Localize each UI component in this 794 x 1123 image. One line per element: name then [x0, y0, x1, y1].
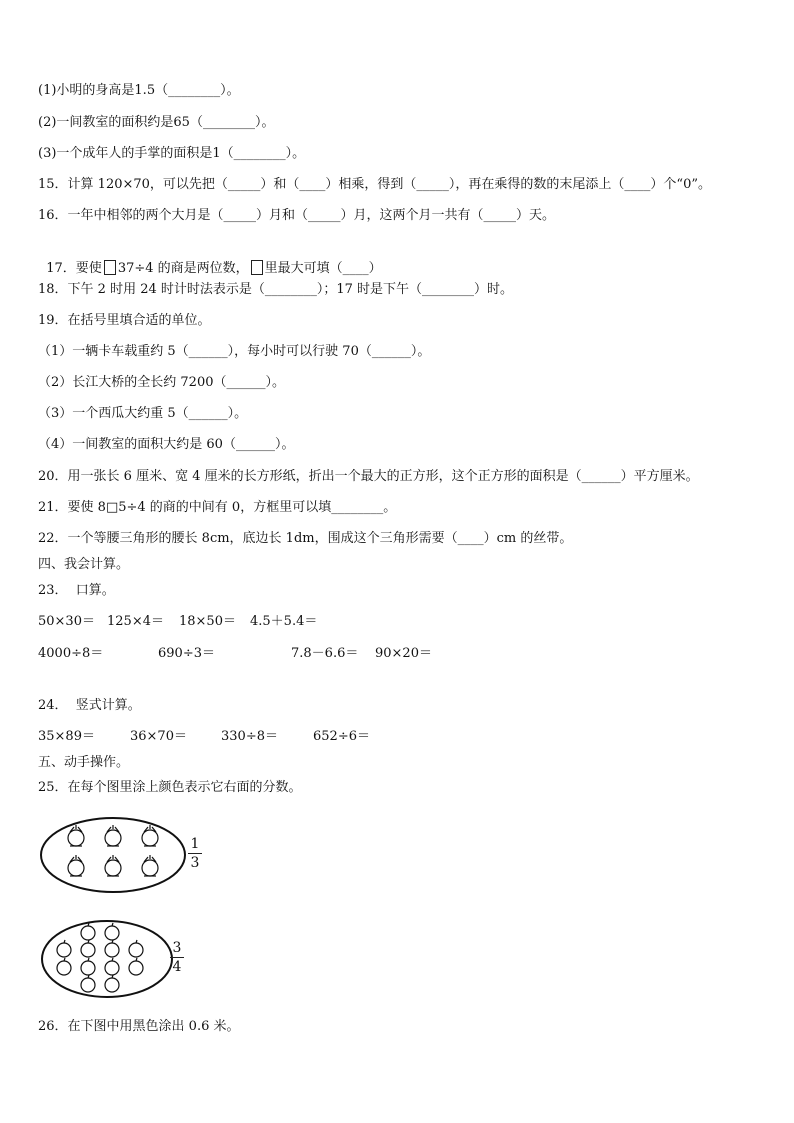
question-17	[38, 244, 382, 277]
section-4-heading: 四、我会计算。	[38, 557, 130, 572]
fruit-icon	[68, 825, 158, 876]
fraction-1	[188, 836, 202, 871]
question-p3: (3)一个成年人的手掌的面积是1（________）。	[38, 146, 306, 161]
question-16: 16．一年中相邻的两个大月是（_____）月和（_____）月，这两个月一共有（_____）天。	[38, 208, 556, 223]
question-p1: (1)小明的身高是1.5（________）。	[38, 83, 240, 98]
q17-part-a: 17．要使	[46, 261, 102, 276]
question-15: 15．计算 120×70，可以先把（_____）和（____）相乘，得到（_____），再在乘得的数的末尾添上（____）个“0”。	[38, 177, 711, 192]
question-19-1: （1）一辆卡车载重约 5（______），每小时可以行驶 70（______）。	[38, 344, 431, 359]
oral-item: 4.5＋5.4＝	[250, 614, 318, 629]
fraction-2-numerator: 3	[172, 940, 182, 956]
question-21: 21．要使 8□5÷4 的商的中间有 0，方框里可以填________。	[38, 500, 397, 515]
section-5-heading: 五、动手操作。	[38, 755, 130, 770]
apple-figure-2	[40, 918, 175, 1000]
question-18: 18．下午 2 时用 24 时计时法表示是（________）；17 时是下午（________）时。	[38, 282, 514, 297]
fruit-figure-1	[38, 815, 188, 895]
fraction-2	[170, 940, 184, 975]
q17-part-c: 里最大可填（____）	[264, 261, 382, 276]
oral-item: 18×50＝	[179, 614, 236, 629]
blank-box	[104, 260, 116, 275]
question-23: 23． 口算。	[38, 583, 115, 598]
question-22: 22．一个等腰三角形的腰长 8cm，底边长 1dm，围成这个三角形需要（____）cm 的丝带。	[38, 531, 573, 546]
question-26: 26．在下图中用黑色涂出 0.6 米。	[38, 1019, 240, 1034]
oral-item: 125×4＝	[107, 614, 164, 629]
vertical-item: 35×89＝	[38, 729, 95, 744]
question-24: 24． 竖式计算。	[38, 698, 141, 713]
oral-item: 50×30＝	[38, 614, 95, 629]
question-19-3: （3）一个西瓜大约重 5（______）。	[38, 406, 248, 421]
oral-item: 690÷3＝	[158, 646, 215, 661]
apple-icon	[57, 923, 143, 992]
question-19-2: （2）长江大桥的全长约 7200（______）。	[38, 375, 285, 390]
q17-part-b: 37÷4 的商是两位数，	[117, 261, 249, 276]
oral-item: 7.8－6.6＝	[291, 646, 359, 661]
question-19-4: （4）一间教室的面积大约是 60（______）。	[38, 437, 295, 452]
question-25: 25．在每个图里涂上颜色表示它右面的分数。	[38, 780, 302, 795]
oral-item: 4000÷8＝	[38, 646, 104, 661]
question-20: 20．用一张长 6 厘米、宽 4 厘米的长方形纸，折出一个最大的正方形，这个正方形的面积是（______）平方厘米。	[38, 469, 699, 484]
fraction-1-numerator: 1	[190, 836, 200, 852]
question-19: 19．在括号里填合适的单位。	[38, 313, 211, 328]
vertical-item: 36×70＝	[130, 729, 187, 744]
fraction-2-denominator: 4	[172, 959, 182, 975]
vertical-item: 652÷6＝	[313, 729, 370, 744]
vertical-item: 330÷8＝	[221, 729, 278, 744]
blank-box	[251, 260, 263, 275]
question-p2: (2)一间教室的面积约是65（________）。	[38, 115, 275, 130]
fraction-1-denominator: 3	[190, 855, 200, 871]
oral-item: 90×20＝	[375, 646, 432, 661]
